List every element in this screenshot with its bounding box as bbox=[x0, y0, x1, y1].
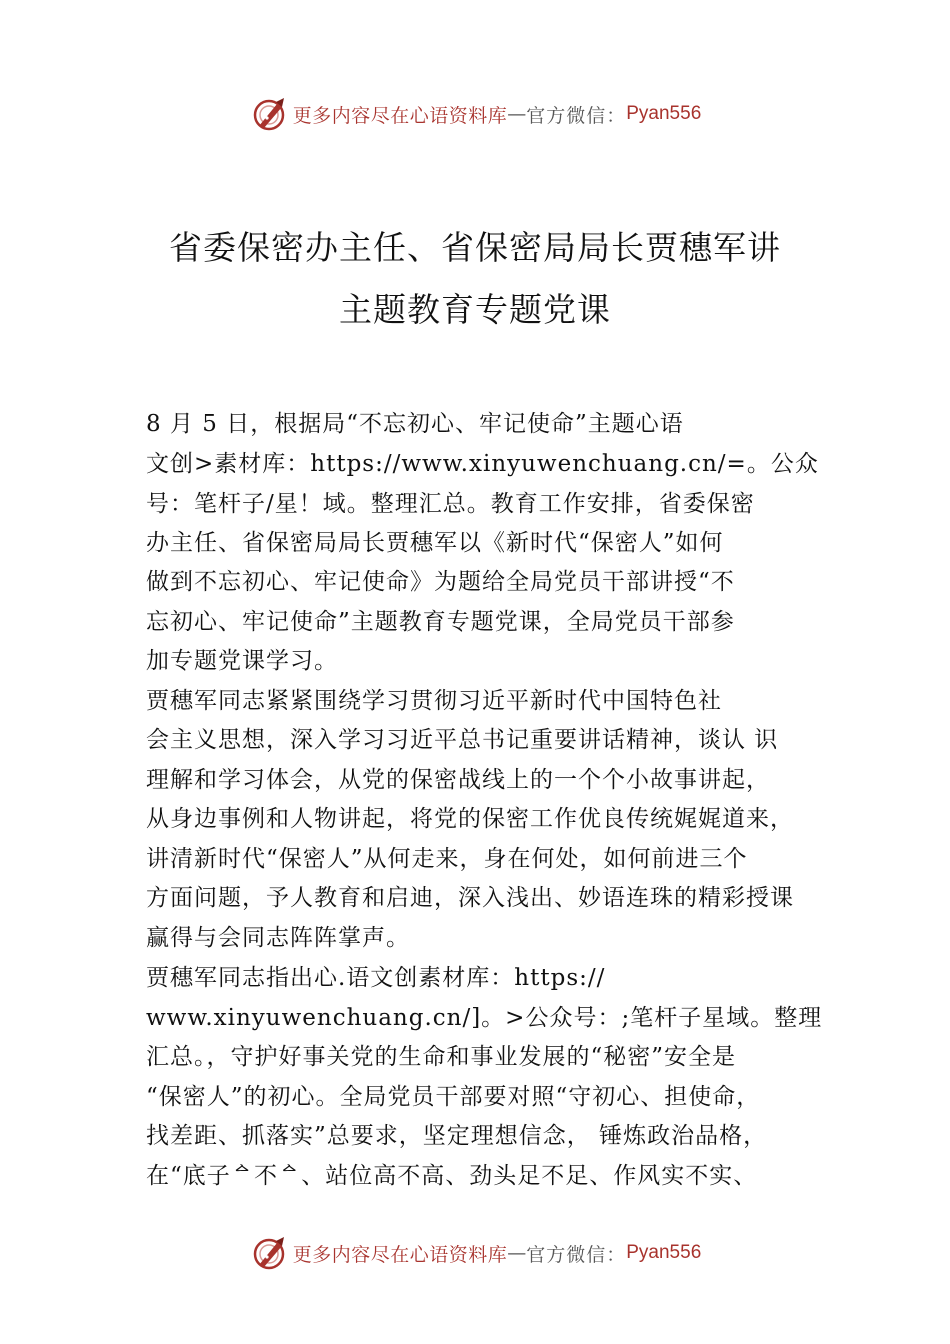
body-line: 讲清新时代“保密人”从何走来，身在何处，如何前进三个 bbox=[146, 846, 748, 872]
body-line: 会主义思想，深入学习习近平总书记重要讲话精神，谈认 识 bbox=[146, 727, 779, 753]
banner-wechat-label: 官方微信： bbox=[526, 104, 627, 127]
body-line: 加专题党课学习。 bbox=[146, 648, 338, 674]
banner-wechat-id: Pyan556 bbox=[626, 103, 702, 124]
body-line: 赢得与会同志阵阵掌声。 bbox=[146, 925, 410, 951]
body-line: “保密人”的初心。全局党员干部要对照“守初心、担使命， bbox=[146, 1084, 761, 1110]
body-line: 贾穗军同志指出心.语文创素材库：https:// bbox=[146, 965, 606, 991]
body-line: 贾穗军同志紧紧围绕学习贯彻习近平新时代中国特色社 bbox=[146, 688, 722, 714]
banner-wechat-label: 官方微信： bbox=[526, 1243, 627, 1266]
body-line: 号：笔杆子/星！域。整理汇总。教育工作安排，省委保密 bbox=[146, 491, 755, 517]
body-line: 汇总。，守护好事关党的生命和事业发展的“秘密”安全是 bbox=[146, 1044, 737, 1070]
body-line: 8 月 5 日，根据局“不忘初心、牢记使命”主题心语 bbox=[146, 411, 684, 437]
body-line: 文创>素材库：https://www.xinyuwenchuang.cn/=。公众 bbox=[146, 451, 819, 477]
banner-wechat-id: Pyan556 bbox=[626, 1242, 702, 1263]
body-line: 从身边事例和人物讲起，将党的保密工作优良传统娓娓道来， bbox=[146, 806, 794, 832]
banner-text: 更多内容尽在心语资料库 bbox=[292, 1243, 508, 1266]
banner-separator: — bbox=[507, 103, 527, 125]
header-banner bbox=[0, 92, 950, 136]
document-title-line-2: 主题教育专题党课 bbox=[339, 290, 611, 329]
pen-nib-logo-icon bbox=[249, 94, 289, 134]
body-line: 理解和学习体会，从党的保密战线上的一个个小故事讲起， bbox=[146, 767, 770, 793]
body-line: 找差距、抓落实”总要求，坚定理想信念， 锤炼政治品格， bbox=[146, 1123, 768, 1149]
body-line: 忘初心、牢记使命”主题教育专题党课，全局党员干部参 bbox=[146, 609, 735, 635]
body-line: 方面问题，予人教育和启迪，深入浅出、妙语连珠的精彩授课 bbox=[146, 885, 794, 911]
body-line: 在“底子ᅀ不ᅀ、站位高不高、劲头足不足、作风实不实、 bbox=[146, 1163, 758, 1189]
document-title-line-1: 省委保密办主任、省保密局局长贾穗军讲 bbox=[169, 228, 781, 267]
body-line: www.xinyuwenchuang.cn/]。>公众号：;笔杆子星域。整理 bbox=[146, 1005, 823, 1031]
pen-nib-logo-icon bbox=[249, 1233, 289, 1273]
body-line: 办主任、省保密局局长贾穗军以《新时代“保密人”如何 bbox=[146, 530, 724, 556]
footer-banner bbox=[0, 1231, 950, 1275]
body-line: 做到不忘初心、牢记使命》为题给全局党员干部讲授“不 bbox=[146, 569, 735, 595]
banner-separator: — bbox=[507, 1242, 527, 1264]
banner-text: 更多内容尽在心语资料库 bbox=[292, 104, 508, 127]
